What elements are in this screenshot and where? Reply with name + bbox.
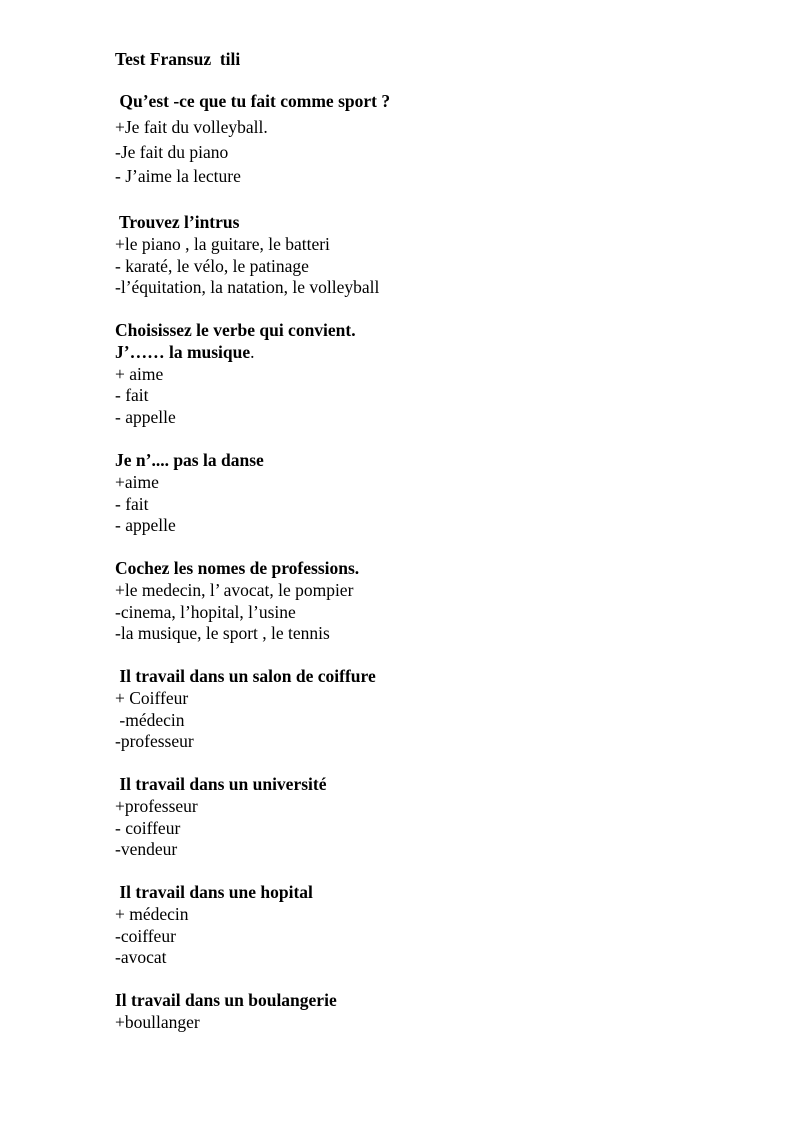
question-3-prompt-period: . (250, 341, 255, 362)
question-7-prompt: Il travail dans un université (115, 774, 327, 794)
question-2-option-2: - karaté, le vélo, le patinage (115, 255, 309, 276)
question-3 (115, 320, 356, 429)
question-5 (115, 558, 359, 645)
question-9 (115, 990, 337, 1034)
question-7-option-1: +professeur (115, 795, 198, 816)
question-3-option-3: - appelle (115, 407, 176, 428)
question-5-option-2: -cinema, l’hopital, l’usine (115, 601, 296, 622)
question-6-option-3: -professeur (115, 731, 194, 752)
question-9-prompt: Il travail dans un boulangerie (115, 990, 337, 1010)
question-4-option-2: - fait (115, 493, 149, 514)
document-title: Test Fransuz tili (115, 49, 241, 69)
question-3-prompt-text: J’…… la musique (115, 341, 251, 362)
question-2 (115, 212, 379, 299)
question-7-option-3: -vendeur (115, 839, 178, 860)
question-9-option-1: +boullanger (115, 1011, 200, 1032)
question-3-option-2: - fait (115, 385, 149, 406)
question-4 (115, 450, 264, 537)
question-8-option-2: -coiffeur (115, 925, 176, 946)
question-8-prompt: Il travail dans une hopital (115, 882, 313, 902)
question-4-prompt: Je n’.... pas la danse (115, 450, 264, 470)
question-1 (115, 91, 390, 188)
question-3-prompt (115, 342, 356, 364)
question-7 (115, 774, 327, 861)
question-3-option-1: + aime (115, 363, 164, 384)
question-2-prompt: Trouvez l’intrus (115, 212, 240, 232)
question-1-option-2: -Je fait du piano (115, 141, 229, 162)
question-5-prompt: Cochez les nomes de professions. (115, 558, 360, 578)
question-3-instruction: Choisissez le verbe qui convient. (115, 320, 356, 340)
question-4-option-3: - appelle (115, 515, 176, 536)
question-1-prompt: Qu’est -ce que tu fait comme sport ? (115, 91, 391, 111)
question-6-prompt: Il travail dans un salon de coiffure (115, 666, 376, 686)
question-4-option-1: +aime (115, 471, 159, 492)
question-1-option-1: +Je fait du volleyball. (115, 117, 268, 138)
question-2-option-3: -l’équitation, la natation, le volleyball (115, 277, 380, 298)
question-6-option-1: + Coiffeur (115, 687, 189, 708)
question-5-option-3: -la musique, le sport , le tennis (115, 623, 330, 644)
question-8-option-3: -avocat (115, 947, 167, 968)
question-8-option-1: + médecin (115, 903, 189, 924)
question-6 (115, 666, 376, 753)
question-5-option-1: +le medecin, l’ avocat, le pompier (115, 579, 354, 600)
question-1-option-3: - J’aime la lecture (115, 165, 241, 186)
question-7-option-2: - coiffeur (115, 817, 181, 838)
question-2-option-1: +le piano , la guitare, le batteri (115, 233, 330, 254)
question-8 (115, 882, 313, 969)
question-6-option-2: -médecin (115, 709, 185, 730)
